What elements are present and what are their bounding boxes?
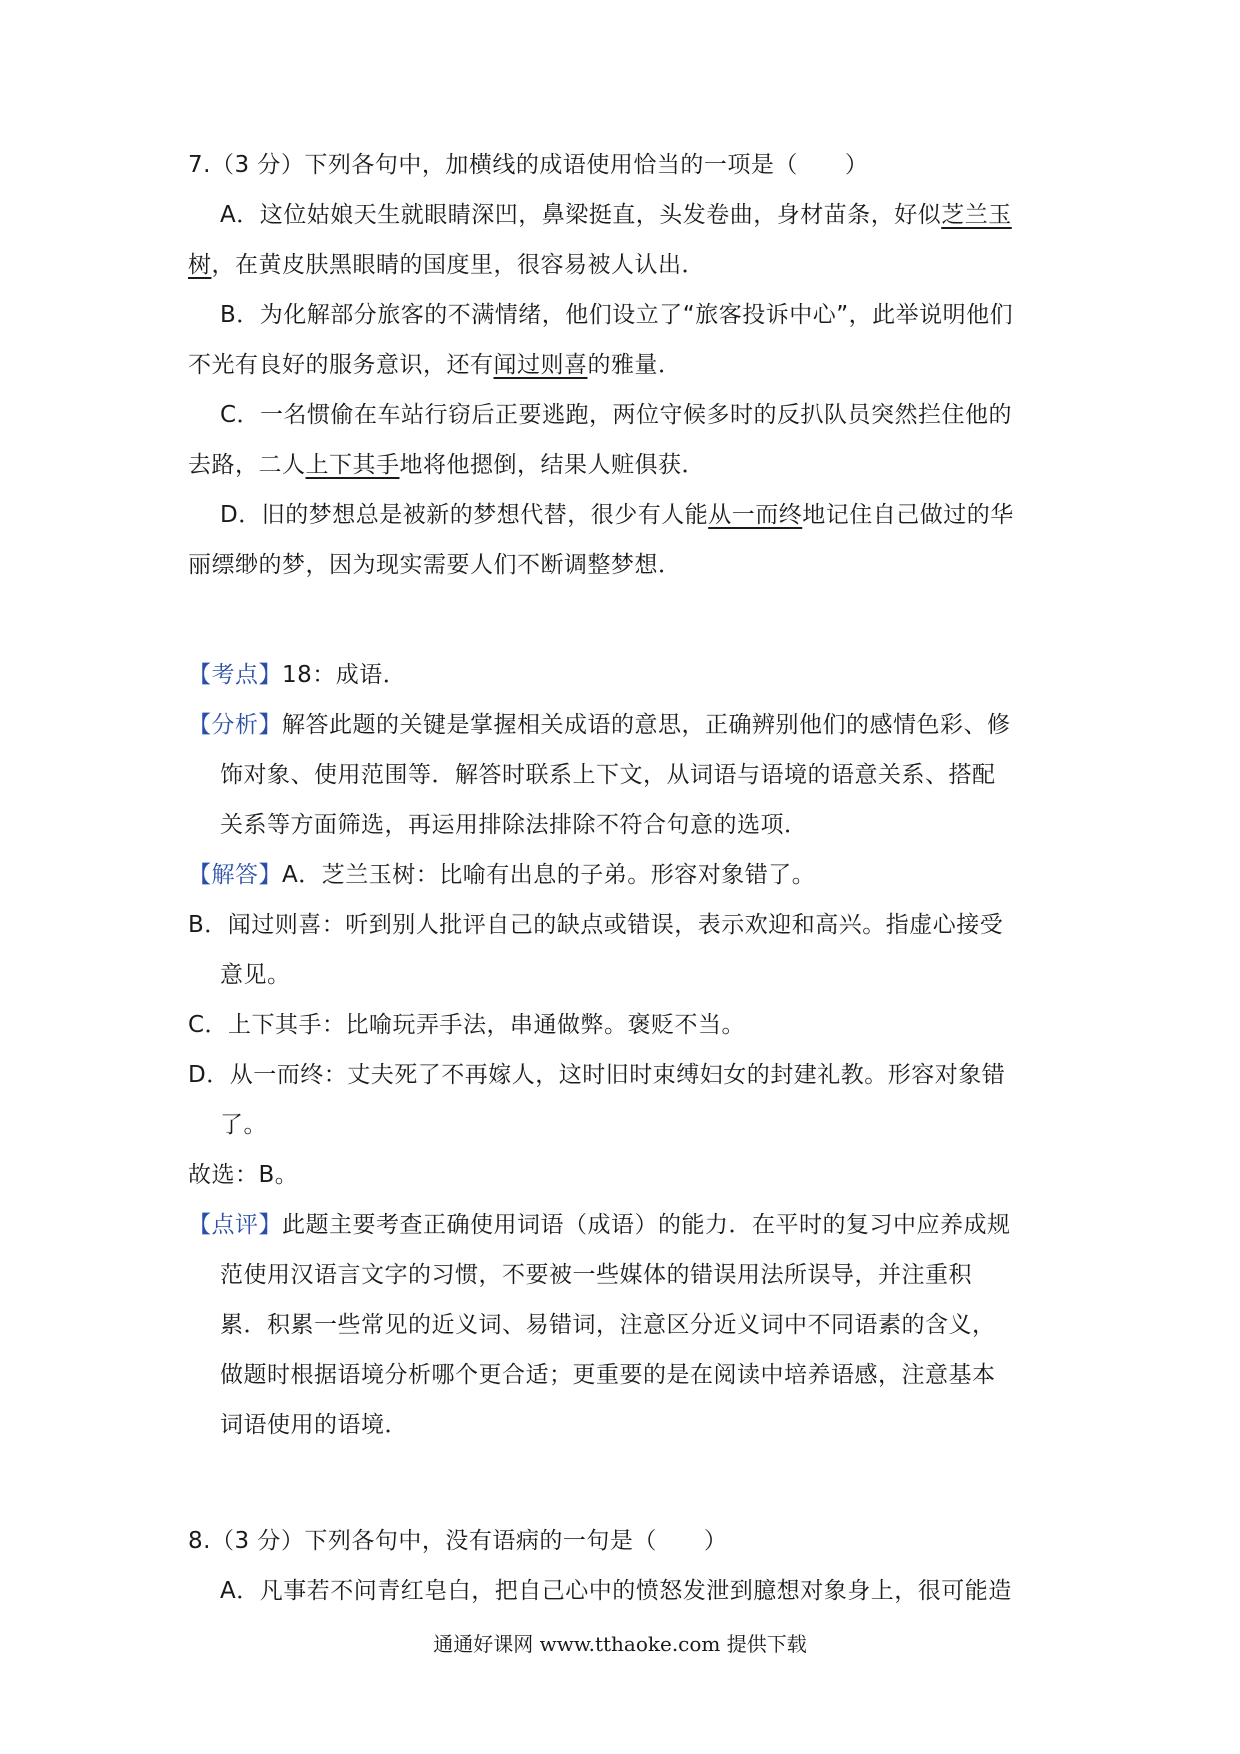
text: A．这位姑娘天生就眼睛深凹，鼻梁挺直，头发卷曲，身材苗条，好似 <box>220 202 942 228</box>
underlined-idiom: 上下其手 <box>305 452 400 478</box>
text: 此题主要考查正确使用词语（成语）的能力．在平时的复习中应养成规 <box>282 1212 1011 1238</box>
underlined-idiom: 树 <box>188 252 212 278</box>
dianping-line5: 词语使用的语境． <box>220 1412 408 1438</box>
q7-option-c-line1: C．一名惯偷在车站行窃后正要逃跑，两位守候多时的反扒队员突然拦住他的 <box>220 402 1013 428</box>
jieda-d-line2: 了。 <box>220 1112 267 1138</box>
dianping-tag: 【点评】 <box>188 1212 282 1238</box>
text: 不光有良好的服务意识，还有 <box>188 352 494 378</box>
spacer <box>188 1450 1058 1516</box>
q7-option-c-line2 <box>188 440 1058 490</box>
dianping-line2: 范使用汉语言文字的习惯，不要被一些媒体的错误用法所误导，并注重积 <box>220 1262 972 1288</box>
text: 的雅量． <box>587 352 682 378</box>
text: ，在黄皮肤黑眼睛的国度里，很容易被人认出． <box>211 252 705 278</box>
q8-option-a-line1: A．凡事若不问青红皂白，把自己心中的愤怒发泄到臆想对象身上，很可能造 <box>220 1578 1012 1604</box>
text: 解答此题的关键是掌握相关成语的意思，正确辨别他们的感情色彩、修 <box>282 712 1011 738</box>
q7-option-d-line2: 丽缥缈的梦，因为现实需要人们不断调整梦想． <box>188 552 682 578</box>
q7-option-b-line1: B．为化解部分旅客的不满情绪，他们设立了“旅客投诉中心”，此举说明他们 <box>220 302 1014 328</box>
text: 去路，二人 <box>188 452 306 478</box>
q7-option-b-line2 <box>188 340 1058 390</box>
jieda-b-line1: B．闻过则喜：听到别人批评自己的缺点或错误，表示欢迎和高兴。指虚心接受 <box>188 912 1004 938</box>
page-footer: 通通好课网 www.tthaoke.com 提供下载 <box>433 1632 807 1656</box>
jieda-c: C．上下其手：比喻玩弄手法，串通做弊。褒贬不当。 <box>188 1012 746 1038</box>
text: D．旧的梦想总是被新的梦想代替，很少有人能 <box>220 502 709 528</box>
answer-line: 故选：B。 <box>188 1162 299 1188</box>
fenxi-section-line1 <box>188 700 1058 750</box>
jieda-section-line1 <box>188 850 1058 900</box>
fenxi-line3: 关系等方面筛选，再运用排除法排除不符合句意的选项． <box>220 812 808 838</box>
underlined-idiom: 闻过则喜 <box>493 352 588 378</box>
kaodian-section <box>188 650 1058 700</box>
document-body <box>188 140 1058 1616</box>
q7-option-a-line1 <box>188 190 1058 240</box>
fenxi-line2: 饰对象、使用范围等．解答时联系上下文，从词语与语境的语意关系、搭配 <box>220 762 996 788</box>
kaodian-tag: 【考点】 <box>188 662 282 688</box>
kaodian-text: 18：成语． <box>282 662 407 688</box>
jieda-b-line2: 意见。 <box>220 962 291 988</box>
spacer <box>188 590 1058 650</box>
fenxi-tag: 【分析】 <box>188 712 282 738</box>
text: 地记住自己做过的华 <box>802 502 1014 528</box>
dianping-line3: 累．积累一些常见的近义词、易错词，注意区分近义词中不同语素的含义， <box>220 1312 996 1338</box>
underlined-idiom: 芝兰玉 <box>941 202 1012 228</box>
dianping-section-line1 <box>188 1200 1058 1250</box>
underlined-idiom: 从一而终 <box>708 502 803 528</box>
text: A．芝兰玉树：比喻有出息的子弟。形容对象错了。 <box>282 862 816 888</box>
text: 地将他摁倒，结果人赃俱获． <box>399 452 705 478</box>
q7-option-d-line1 <box>188 490 1058 540</box>
dianping-line4: 做题时根据语境分析哪个更合适；更重要的是在阅读中培养语感，注意基本 <box>220 1362 996 1388</box>
jieda-d-line1: D．从一而终：丈夫死了不再嫁人，这时旧时束缚妇女的封建礼教。形容对象错 <box>188 1062 1006 1088</box>
question-7-stem: 7.（3 分）下列各句中，加横线的成语使用恰当的一项是（ ） <box>188 152 869 178</box>
question-8-stem: 8.（3 分）下列各句中，没有语病的一句是（ ） <box>188 1528 728 1554</box>
jieda-tag: 【解答】 <box>188 862 282 888</box>
q7-option-a-line2 <box>188 240 1058 290</box>
